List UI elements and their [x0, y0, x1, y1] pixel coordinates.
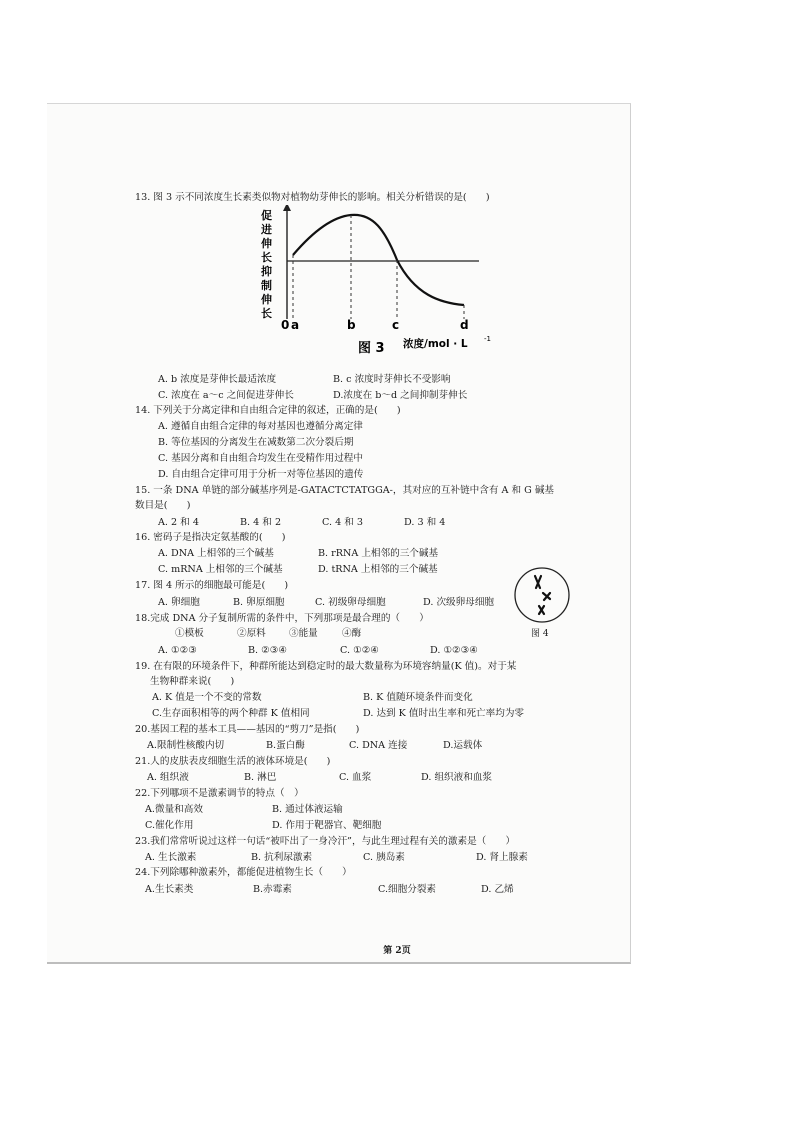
option-24-c: C.细胞分裂素: [378, 884, 437, 895]
question-20-stem: 20.基因工程的基本工具——基因的“剪刀”是指( ): [135, 724, 360, 735]
option-19-a: A. K 值是一个不变的常数: [152, 692, 262, 703]
question-15-stem: 15. 一条 DNA 单链的部分碱基序列是-GATACTCTATGGA-，其对应的互补链中含有 A 和 G 碱基: [135, 485, 555, 496]
option-23-a: A. 生长激素: [145, 852, 197, 863]
option-13-d: D.浓度在 b～d 之间抑制芽伸长: [333, 390, 468, 401]
option-17-d: D. 次级卵母细胞: [423, 597, 495, 608]
question-19-stem: 19. 在有限的环境条件下，种群所能达到稳定时的最大数量称为环境容纳量(K 值)。对于某: [135, 661, 517, 672]
y-axis-label-inhibit: [261, 264, 272, 320]
option-23-c: C. 胰岛素: [363, 852, 405, 863]
question-15-stem-cont: 数目是( ): [135, 500, 191, 511]
option-16-b: B. rRNA 上相邻的三个碱基: [318, 548, 439, 559]
y-label-char: 伸: [261, 237, 272, 250]
item-18-3: ③能量: [289, 628, 318, 639]
option-15-b: B. 4 和 2: [240, 517, 282, 528]
option-21-d: D. 组织液和血浆: [421, 772, 493, 783]
growth-curve: [293, 215, 464, 305]
option-23-d: D. 肾上腺素: [476, 852, 528, 863]
option-16-c: C. mRNA 上相邻的三个碱基: [158, 564, 283, 575]
y-label-char: 制: [261, 279, 272, 292]
option-21-c: C. 血浆: [339, 772, 372, 783]
option-24-d: D. 乙烯: [481, 884, 514, 895]
y-axis-label-promote: [260, 208, 272, 264]
option-20-c: C. DNA 连接: [349, 740, 408, 751]
question-24-stem: 24.下列除哪种激素外，都能促进植物生长（ ）: [135, 867, 352, 878]
question-22-stem: 22.下列哪项不是激素调节的特点（ ）: [135, 788, 304, 799]
option-14-c: C. 基因分离和自由组合均发生在受精作用过程中: [158, 453, 363, 464]
question-19-stem-cont: 生物种群来说( ): [150, 676, 235, 687]
y-label-char: 抑: [261, 265, 272, 278]
option-23-b: B. 抗利尿激素: [251, 852, 313, 863]
question-13-stem: 13. 图 3 示不同浓度生长素类似物对植物幼芽伸长的影响。相关分析错误的是( ): [135, 192, 490, 203]
option-21-b: B. 淋巴: [244, 772, 277, 783]
page-number: 第 2页: [383, 946, 411, 956]
option-18-d: D. ①②③④: [430, 645, 478, 656]
option-17-c: C. 初级卵母细胞: [315, 597, 386, 608]
question-18-stem: 18.完成 DNA 分子复制所需的条件中，下列那项是最合理的（ ）: [135, 613, 429, 624]
tick-label-d: d: [460, 318, 469, 332]
tick-label-b: b: [347, 318, 356, 332]
y-label-char: 长: [261, 307, 272, 320]
option-17-b: B. 卵原细胞: [233, 597, 285, 608]
option-15-d: D. 3 和 4: [404, 517, 446, 528]
question-16-stem: 16. 密码子是指决定氨基酸的( ): [135, 532, 286, 543]
option-13-c: C. 浓度在 a～c 之间促进芽伸长: [158, 390, 294, 401]
option-22-a: A.微量和高效: [145, 804, 203, 815]
chromosome-icon: [535, 576, 550, 614]
option-20-b: B.蛋白酶: [266, 740, 305, 751]
option-24-a: A.生长素类: [145, 884, 194, 895]
option-20-d: D.运载体: [443, 740, 483, 751]
option-14-d: D. 自由组合定律可用于分析一对等位基因的遗传: [158, 469, 364, 480]
option-16-a: A. DNA 上相邻的三个碱基: [158, 548, 274, 559]
option-14-b: B. 等位基因的分离发生在减数第二次分裂后期: [158, 437, 354, 448]
question-17-stem: 17. 图 4 所示的细胞最可能是( ): [135, 580, 289, 591]
item-18-2: ②原料: [237, 628, 266, 639]
option-19-d: D. 达到 K 值时出生率和死亡率均为零: [363, 708, 525, 719]
tick-label-c: c: [392, 318, 400, 332]
option-20-a: A.限制性核酸内切: [147, 740, 225, 751]
y-label-char: 伸: [261, 293, 272, 306]
question-14-stem: 14. 下列关于分离定律和自由组合定律的叙述，正确的是( ): [135, 405, 401, 416]
option-22-c: C.催化作用: [145, 820, 194, 831]
option-18-c: C. ①②④: [340, 645, 379, 656]
tick-label-a: a: [291, 318, 300, 332]
option-13-b: B. c 浓度时芽伸长不受影响: [333, 374, 451, 385]
y-label-char: 进: [261, 223, 272, 236]
y-label-char: 促: [261, 209, 272, 222]
origin-label: 0: [281, 318, 290, 332]
option-17-a: A. 卵细胞: [158, 597, 200, 608]
figure-3-growth-curve: [255, 205, 515, 355]
figure-4-cell: [513, 566, 571, 624]
option-15-c: C. 4 和 3: [322, 517, 363, 528]
item-18-4: ④酶: [342, 628, 362, 639]
option-22-b: B. 通过体液运输: [272, 804, 343, 815]
option-14-a: A. 遵循自由组合定律的每对基因也遵循分离定律: [158, 421, 363, 432]
question-21-stem: 21.人的皮肤表皮细胞生活的液体环境是( ): [135, 756, 331, 767]
y-label-char: 长: [261, 251, 272, 264]
question-23-stem: 23.我们常常听说过这样一句话“被吓出了一身冷汗”，与此生理过程有关的激素是（ ）: [135, 836, 516, 847]
figure-4-caption: 图 4: [531, 629, 549, 639]
option-21-a: A. 组织液: [147, 772, 189, 783]
option-24-b: B.赤霉素: [253, 884, 292, 895]
option-15-a: A. 2 和 4: [158, 517, 199, 528]
option-16-d: D. tRNA 上相邻的三个碱基: [318, 564, 438, 575]
item-18-1: ①模板: [175, 628, 204, 639]
y-axis-arrow: [283, 205, 291, 211]
option-18-b: B. ②③④: [248, 645, 287, 656]
option-19-c: C.生存面积相等的两个种群 K 值相同: [152, 708, 310, 719]
option-19-b: B. K 值随环境条件而变化: [363, 692, 473, 703]
option-13-a: A. b 浓度是芽伸长最适浓度: [158, 374, 277, 385]
x-axis-label: 浓度/mol · L: [403, 338, 468, 350]
x-axis-label-superscript: -1: [484, 335, 491, 343]
option-22-d: D. 作用于靶器官、靶细胞: [272, 820, 382, 831]
option-18-a: A. ①②③: [158, 645, 197, 656]
figure-3-caption: 图 3: [358, 341, 385, 355]
